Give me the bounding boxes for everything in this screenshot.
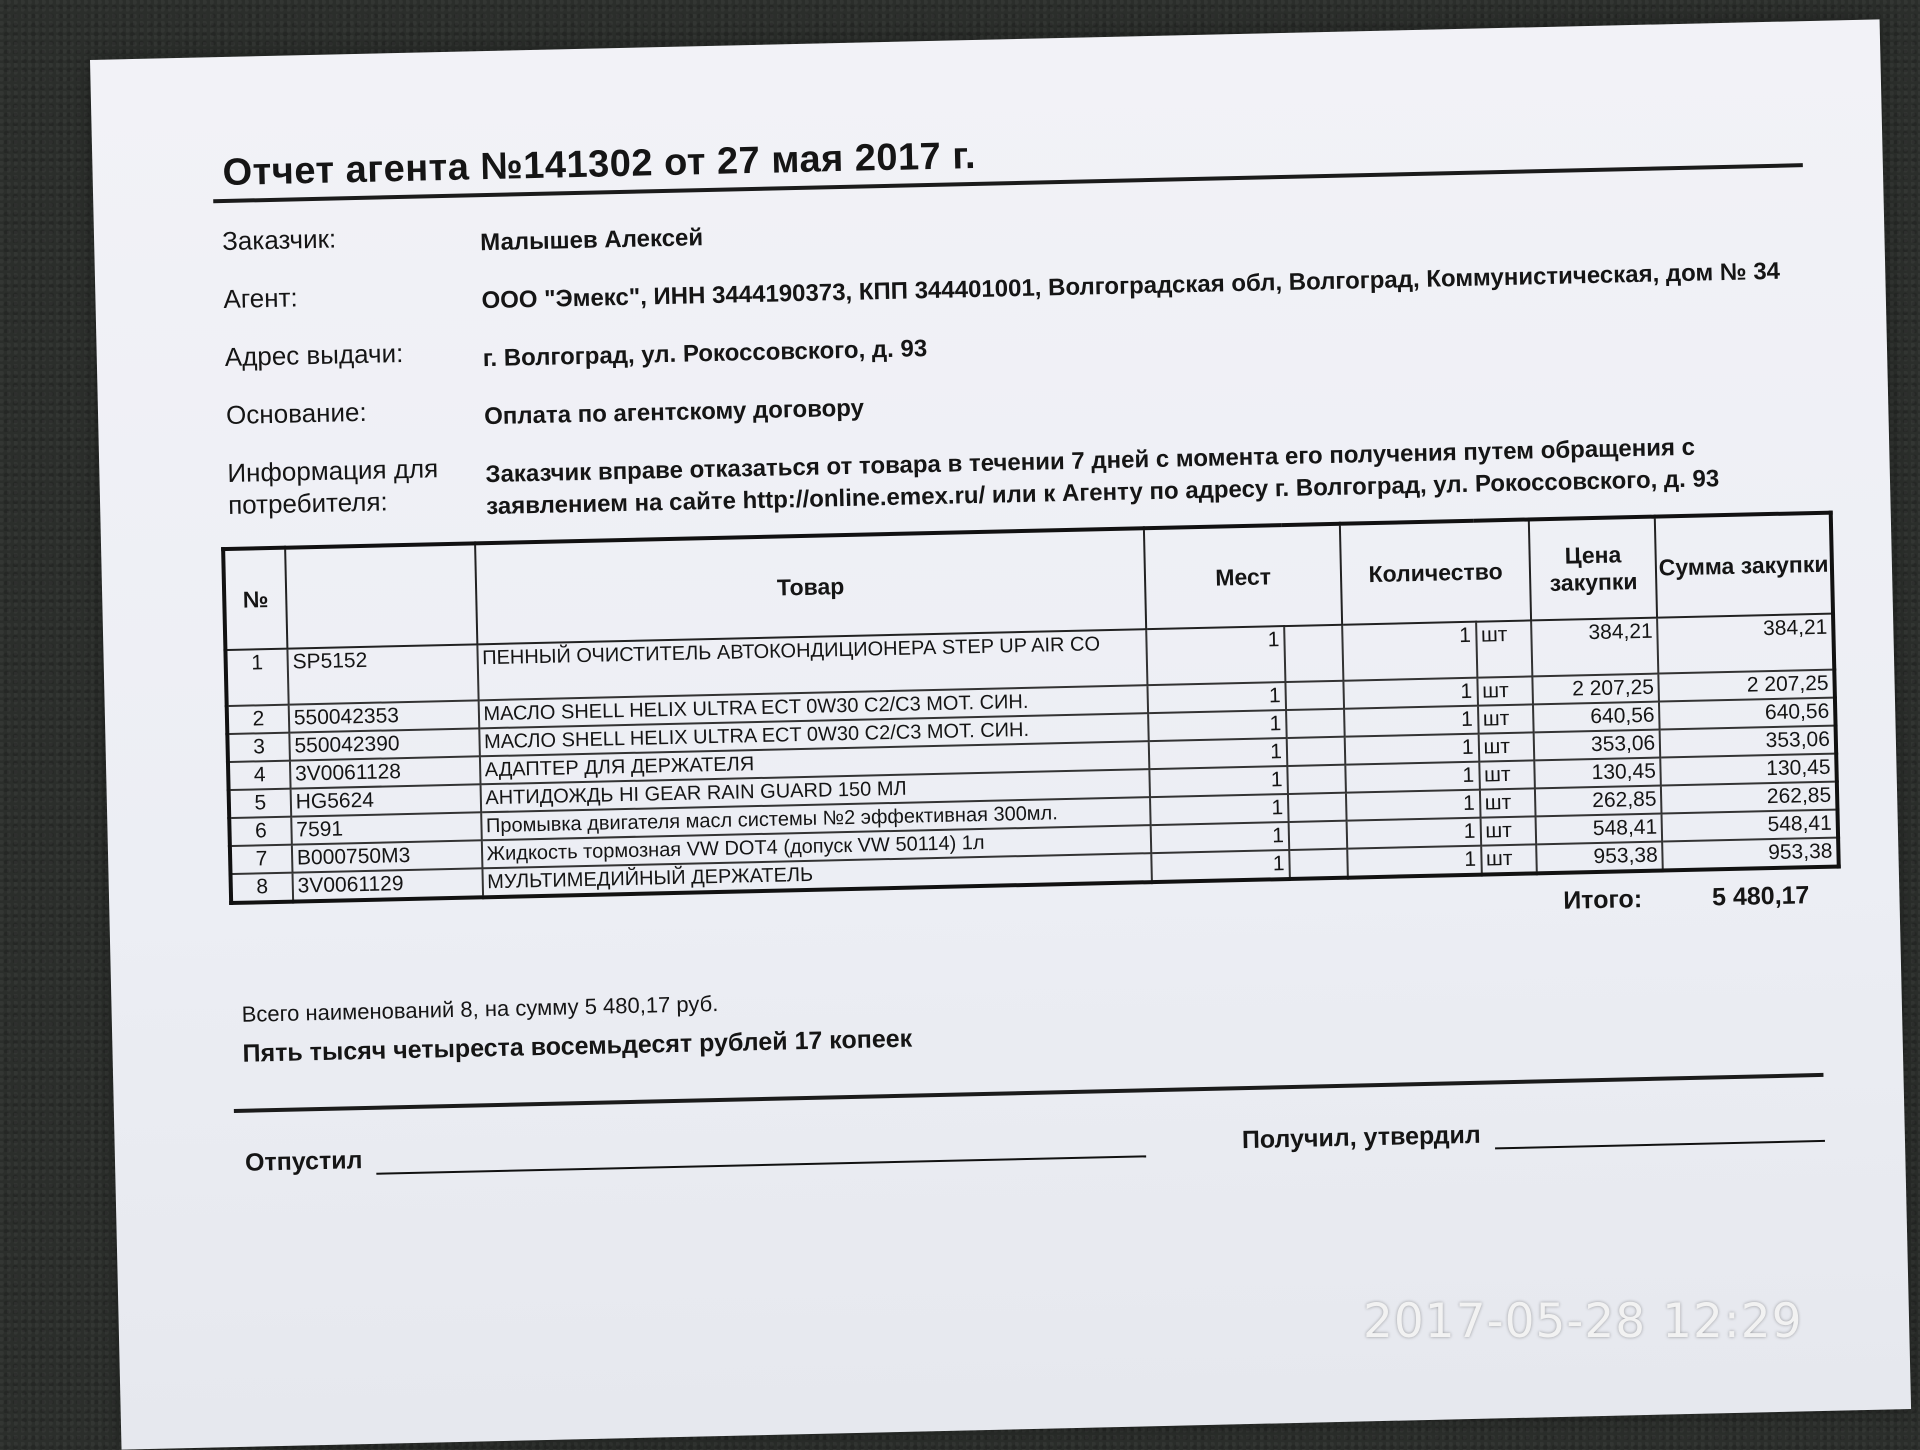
row-no: 8 [231, 873, 293, 903]
info-label: Информация для потребителя: [227, 453, 439, 520]
header-quantity: Количество [1340, 519, 1532, 624]
info-label: Адрес выдачи: [224, 337, 404, 373]
row-sum: 384,21 [1657, 614, 1834, 674]
info-block [214, 189, 1810, 529]
summary-line: Всего наименований 8, на сумму 5 480,17 руб. [241, 990, 719, 1027]
photo-date-stamp: 2017-05-28 12:29 [1363, 1294, 1803, 1349]
row-sum: 640,56 [1659, 698, 1835, 730]
received-signature-line [1494, 1116, 1825, 1149]
report-title: Отчет агента №141302 от 27 мая 2017 г. [212, 116, 1803, 203]
released-signature-line [376, 1131, 1146, 1174]
row-places: 1 [1147, 626, 1286, 685]
row-no: 4 [228, 761, 290, 790]
info-value: г. Волгоград, ул. Рокоссовского, д. 93 [482, 335, 928, 373]
info-label: Заказчик: [221, 223, 337, 257]
row-price: 2 207,25 [1533, 674, 1659, 705]
released-signature [245, 1128, 1147, 1177]
signature-block [235, 1113, 1825, 1178]
row-places: 1 [1152, 850, 1290, 882]
info-value: Заказчик вправе отказаться от товара в течении 7 дней с момента его получения путем обращения с заявлением на сайте http://online.emex.ru/ или к Агенту по адресу г. Волгоград, ул. Рокоссовского, д. 93 [485, 433, 1720, 521]
total-label: Итого: [1562, 885, 1643, 915]
row-qty: 1 [1345, 762, 1479, 793]
row-price: 130,45 [1535, 758, 1661, 789]
row-sum: 2 207,25 [1659, 670, 1835, 702]
row-goods: Промывка двигателя масл системы №2 эффективная 300мл. [481, 797, 1151, 840]
row-places: 1 [1150, 794, 1288, 825]
row-goods: ПЕННЫЙ ОЧИСТИТЕЛЬ АВТОКОНДИЦИОНЕРА STEP UP AIR CO [477, 629, 1148, 700]
row-goods: АНТИДОЖДЬ HI GEAR RAIN GUARD 150 МЛ [480, 769, 1150, 812]
info-value: ООО "Эмекс", ИНН 3444190373, КПП 344401001, Волгоградская обл, Волгоград, Коммунистическая, дом № 34 [481, 257, 1781, 315]
divider [234, 1073, 1824, 1113]
received-label: Получил, утвердил [1241, 1120, 1482, 1155]
row-qty: 1 [1347, 846, 1481, 878]
row-unit: шт [1479, 788, 1536, 817]
header-no: № [223, 548, 287, 650]
row-places-extra [1285, 681, 1343, 710]
row-no: 2 [227, 705, 289, 734]
info-label: Агент: [223, 282, 298, 315]
received-signature [1242, 1113, 1825, 1155]
info-value: Оплата по агентскому договору [483, 394, 865, 431]
info-row-consumer-info [219, 421, 1810, 529]
header-places: Мест [1144, 524, 1342, 629]
row-sum: 953,38 [1662, 838, 1838, 871]
row-no: 7 [230, 845, 292, 874]
row-code: 550042353 [289, 700, 479, 732]
row-code: 7591 [291, 812, 481, 844]
row-code: HG5624 [290, 784, 480, 816]
row-code: SP5152 [287, 644, 478, 704]
row-places: 1 [1148, 682, 1286, 713]
row-goods: МУЛЬТИМЕДИЙНЫЙ ДЕРЖАТЕЛЬ [482, 853, 1152, 897]
summary-words: Пять тысяч четыреста восемьдесят рублей 17 копеек [242, 1024, 913, 1068]
row-goods: МАСЛО SHELL HELIX ULTRA ECT 0W30 C2/C3 МОТ. СИН. [478, 685, 1148, 728]
row-unit: шт [1476, 620, 1533, 677]
row-goods: МАСЛО SHELL HELIX ULTRA ECT 0W30 C2/C3 МОТ. СИН. [479, 713, 1149, 756]
row-price: 953,38 [1537, 842, 1663, 874]
row-unit: шт [1479, 760, 1536, 789]
row-price: 262,85 [1535, 786, 1661, 817]
row-price: 640,56 [1533, 702, 1659, 733]
row-unit: шт [1478, 732, 1535, 761]
row-code: 3V0061128 [290, 756, 480, 788]
row-places: 1 [1151, 822, 1289, 853]
row-qty: 1 [1346, 818, 1480, 849]
row-goods: АДАПТЕР ДЛЯ ДЕРЖАТЕЛЯ [479, 741, 1149, 784]
row-places-extra [1289, 821, 1347, 850]
document-content [212, 116, 1833, 1178]
document-sheet [90, 19, 1911, 1449]
row-unit: шт [1478, 704, 1535, 733]
row-no: 5 [229, 789, 291, 818]
info-value: Малышев Алексей [479, 224, 704, 257]
row-sum: 262,85 [1661, 782, 1837, 814]
row-places-extra [1287, 765, 1345, 794]
row-qty: 1 [1344, 706, 1478, 737]
row-places: 1 [1149, 738, 1287, 769]
info-label: Основание: [225, 396, 367, 430]
row-code: 3V0061129 [292, 868, 482, 901]
row-qty: 1 [1342, 622, 1477, 681]
row-unit: шт [1481, 844, 1538, 874]
row-no: 3 [227, 733, 289, 762]
total-value: 5 480,17 [1711, 881, 1810, 912]
row-sum: 353,06 [1660, 726, 1836, 758]
released-label: Отпустил [244, 1146, 363, 1177]
row-no: 1 [225, 649, 288, 706]
row-qty: 1 [1344, 734, 1478, 765]
row-places-extra [1286, 709, 1344, 738]
row-no: 6 [229, 817, 291, 846]
row-price: 353,06 [1534, 730, 1660, 761]
row-unit: шт [1477, 676, 1534, 705]
row-places-extra [1287, 737, 1345, 766]
row-places-extra [1288, 793, 1346, 822]
row-qty: 1 [1346, 790, 1480, 821]
row-sum: 548,41 [1662, 810, 1838, 842]
row-qty: 1 [1343, 678, 1477, 709]
summary-block [231, 966, 1822, 1069]
row-goods: Жидкость тормозная VW DOT4 (допуск VW 50114) 1л [481, 825, 1151, 868]
row-places: 1 [1149, 710, 1287, 741]
row-places-extra [1289, 849, 1347, 879]
header-goods: Товар [475, 528, 1147, 644]
header-code [285, 543, 477, 648]
row-places-extra [1284, 625, 1343, 682]
row-unit: шт [1480, 816, 1537, 845]
row-price: 384,21 [1532, 618, 1659, 677]
row-code: 550042390 [289, 728, 479, 760]
header-sum: Сумма закупки [1655, 513, 1833, 618]
items-table [221, 511, 1841, 905]
header-price: Цена закупки [1529, 517, 1657, 621]
row-sum: 130,45 [1661, 754, 1837, 786]
row-code: B000750M3 [292, 840, 482, 872]
row-price: 548,41 [1536, 814, 1662, 845]
row-places: 1 [1150, 766, 1288, 797]
